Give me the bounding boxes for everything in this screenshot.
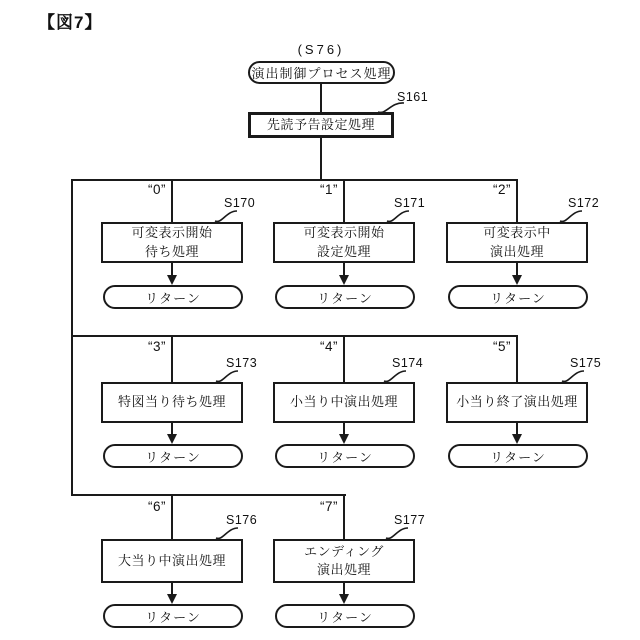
leader-squiggle-icon — [382, 369, 408, 382]
return-label: リターン — [317, 449, 373, 465]
return-node — [448, 285, 588, 309]
branch-rail-3 — [71, 494, 346, 496]
return-node — [103, 444, 243, 468]
process-box-label: 特図当り待ち処理 — [117, 394, 226, 410]
branch-drop-2 — [516, 180, 518, 222]
branch-case-0: “0” — [148, 182, 166, 197]
branch-rail-1 — [71, 179, 518, 181]
step-id-s176: S176 — [226, 513, 258, 527]
leader-squiggle-icon — [560, 369, 586, 382]
process-box-s174 — [273, 382, 415, 423]
branch-drop-7 — [343, 495, 345, 539]
start-node-label: 演出制御プロセス処理 — [251, 66, 392, 81]
leader-squiggle-icon — [384, 526, 410, 539]
arrowhead-icon — [339, 275, 349, 285]
process-ref-label: (S76) — [297, 42, 345, 57]
return-label: リターン — [490, 290, 546, 306]
connector-start-to-setup — [320, 84, 322, 113]
arrowhead-icon — [167, 594, 177, 604]
process-box-label: 小当り中演出処理 — [289, 394, 398, 410]
return-label: リターン — [145, 609, 201, 625]
process-box-s173 — [101, 382, 243, 423]
connector-setup-to-rail — [320, 138, 322, 181]
branch-drop-3 — [171, 336, 173, 382]
process-box-label: 待ち処理 — [144, 243, 199, 259]
process-box-label: 設定処理 — [316, 243, 371, 259]
process-box-label: 小当り終了演出処理 — [456, 394, 578, 410]
arrowhead-icon — [167, 434, 177, 444]
return-node — [275, 285, 415, 309]
branch-case-3: “3” — [148, 339, 166, 354]
return-label: リターン — [317, 290, 373, 306]
step-id-s171: S171 — [394, 196, 426, 210]
step-id-s174: S174 — [392, 356, 424, 370]
setup-step-label: 先読予告設定処理 — [266, 116, 375, 132]
arrowhead-icon — [339, 594, 349, 604]
process-box-label: 大当り中演出処理 — [117, 552, 226, 568]
return-node — [103, 285, 243, 309]
branch-case-2: “2” — [493, 182, 511, 197]
return-node — [275, 444, 415, 468]
leader-squiggle-icon — [214, 526, 240, 539]
arrowhead-icon — [512, 275, 522, 285]
process-box-label: 演出処理 — [316, 562, 371, 577]
step-id-s175: S175 — [570, 356, 602, 370]
return-label: リターン — [317, 609, 373, 625]
start-node — [248, 61, 395, 84]
step-id-s170: S170 — [224, 196, 256, 210]
figure-label: 【図7】 — [38, 13, 103, 32]
return-node — [103, 604, 243, 628]
branch-case-5: “5” — [493, 339, 511, 354]
return-node — [275, 604, 415, 628]
step-id-s172: S172 — [568, 196, 600, 210]
arrowhead-icon — [339, 434, 349, 444]
process-box-label: 可変表示中 — [483, 225, 551, 241]
leader-squiggle-icon — [558, 209, 584, 222]
branch-drop-6 — [171, 495, 173, 539]
leader-squiggle-icon — [385, 209, 411, 222]
branch-case-4: “4” — [320, 339, 338, 354]
process-box-s171 — [273, 222, 415, 263]
process-box-label: 可変表示開始 — [131, 225, 213, 241]
branch-case-6: “6” — [148, 499, 166, 514]
leader-squiggle-icon — [214, 369, 240, 382]
step-id-s177: S177 — [394, 513, 426, 527]
process-box-label: エンディング — [304, 543, 384, 559]
arrowhead-icon — [167, 275, 177, 285]
return-label: リターン — [490, 449, 546, 465]
return-node — [448, 444, 588, 468]
process-box-label: 可変表示開始 — [303, 225, 385, 241]
leader-squiggle-icon — [213, 209, 239, 222]
step-id-s161: S161 — [397, 90, 429, 104]
arrowhead-icon — [512, 434, 522, 444]
return-label: リターン — [145, 290, 201, 306]
process-box-s175 — [446, 382, 588, 423]
branch-drop-4 — [343, 336, 345, 382]
branch-drop-5 — [516, 336, 518, 382]
process-box-s170 — [101, 222, 243, 263]
return-label: リターン — [145, 449, 201, 465]
branch-drop-1 — [343, 180, 345, 222]
process-box-s176 — [101, 539, 243, 583]
process-box-s172 — [446, 222, 588, 263]
step-id-s173: S173 — [226, 356, 258, 370]
branch-case-7: “7” — [320, 499, 338, 514]
process-box-label: 演出処理 — [489, 243, 544, 259]
process-box-s177 — [273, 539, 415, 583]
trunk-line — [71, 179, 73, 496]
branch-rail-2 — [71, 335, 518, 337]
branch-drop-0 — [171, 180, 173, 222]
branch-case-1: “1” — [320, 182, 338, 197]
setup-step-box — [248, 112, 394, 138]
